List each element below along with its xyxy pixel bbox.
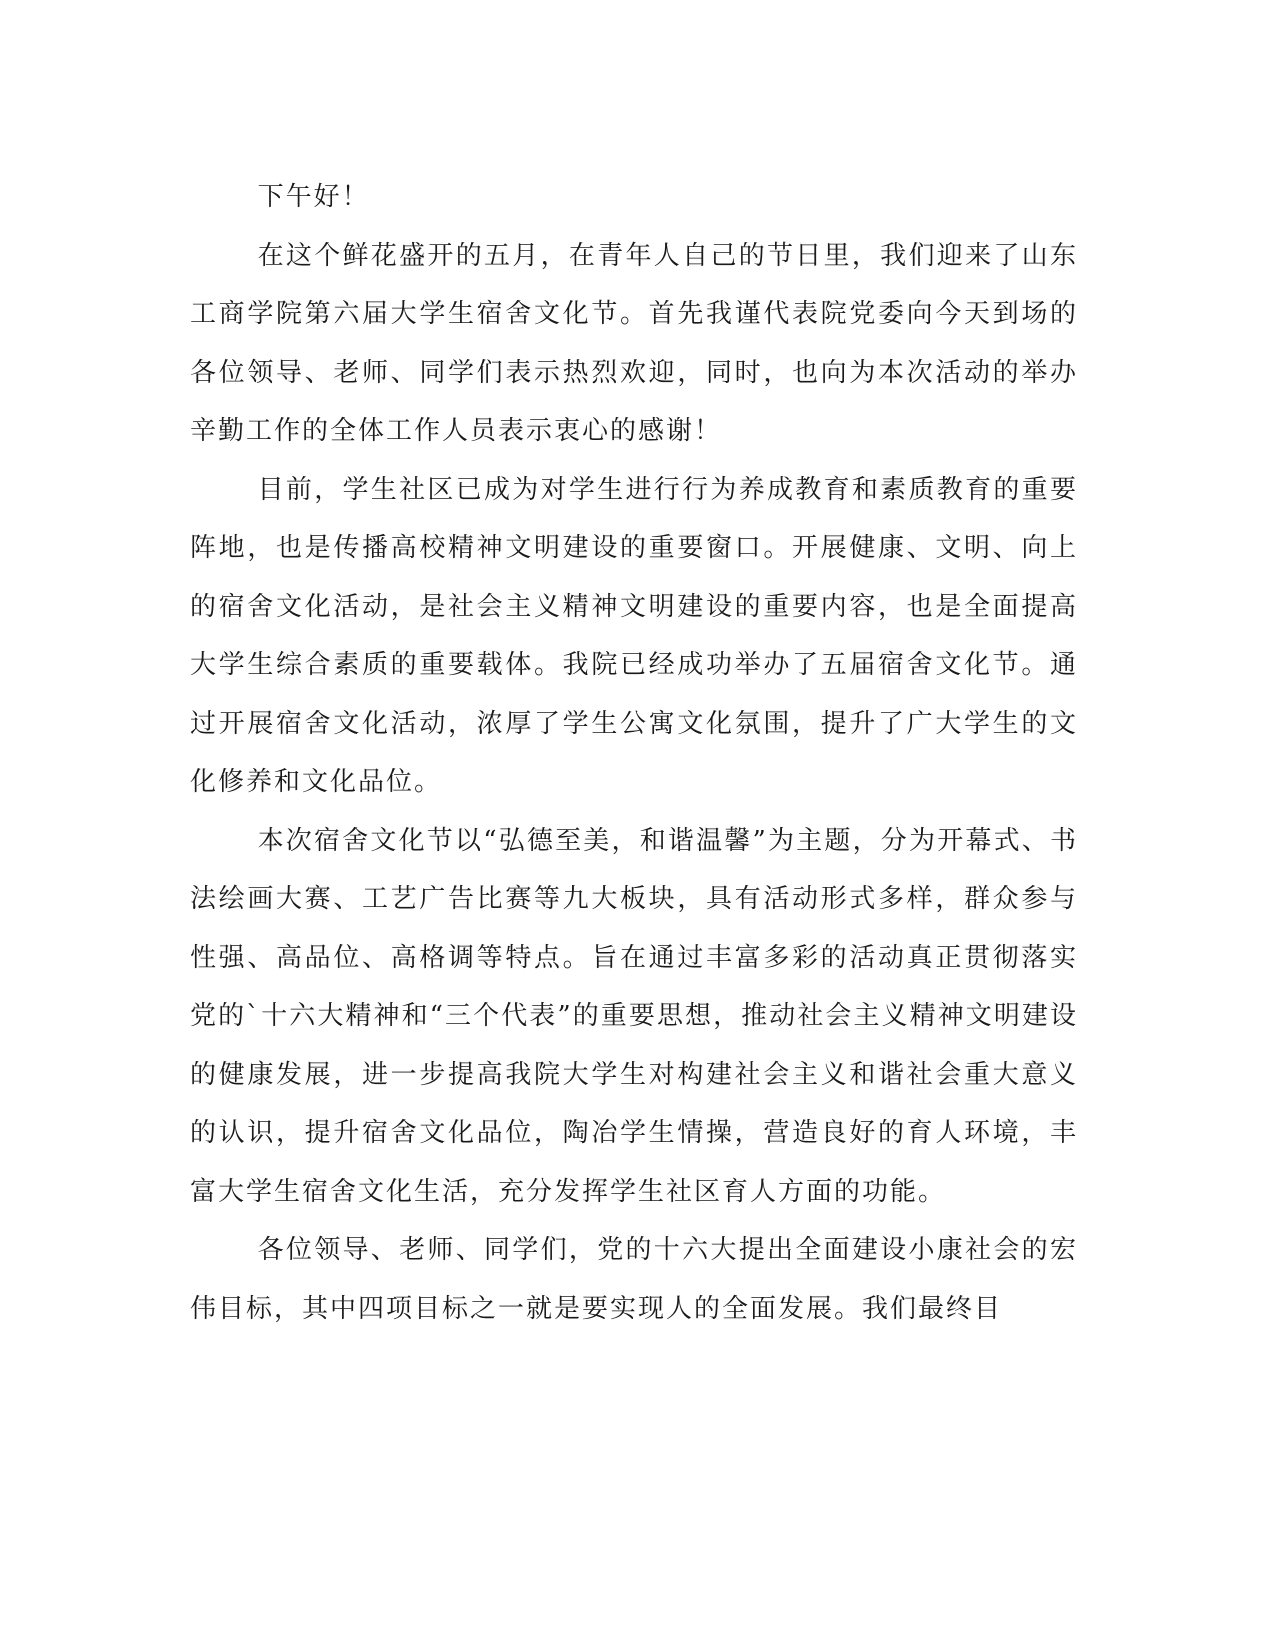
paragraph-welcome: 在这个鲜花盛开的五月，在青年人自己的节日里，我们迎来了山东工商学院第六届大学生宿舍文化节。首先我谨代表院党委向今天到场的各位领导、老师、同学们表示热烈欢迎，同时，也向为本次活动的举办辛勤工作的全体工作人员表示衷心的感谢！ <box>190 240 1078 446</box>
paragraph-community: 目前，学生社区已成为对学生进行行为养成教育和素质教育的重要阵地，也是传播高校精神文明建设的重要窗口。开展健康、文明、向上的宿舍文化活动，是社会主义精神文明建设的重要内容，也是全面提高大学生综合素质的重要载体。我院已经成功举办了五届宿舍文化节。通过开展宿舍文化活动，浓厚了学生公寓文化氛围，提升了广大学生的文化修养和文化品位。 <box>190 474 1078 797</box>
paragraph-goals: 各位领导、老师、同学们，党的十六大提出全面建设小康社会的宏伟目标，其中四项目标之一就是要实现人的全面发展。我们最终目 <box>190 1235 1078 1324</box>
paragraph-festival-theme: 本次宿舍文化节以“弘德至美，和谐温馨”为主题，分为开幕式、书法绘画大赛、工艺广告比赛等九大板块，具有活动形式多样，群众参与性强、高品位、高格调等特点。旨在通过丰富多彩的活动真正贯彻落实党的`十六大精神和“三个代表”的重要思想，推动社会主义精神文明建设的健康发展，进一步提高我院大学生对构建社会主义和谐社会重大意义的认识，提升宿舍文化品位，陶冶学生情操，营造良好的育人环境，丰富大学生宿舍文化生活，充分发挥学生社区育人方面的功能。 <box>190 825 1078 1207</box>
paragraph-greeting: 下午好！ <box>257 182 370 212</box>
document-body <box>190 168 1078 1338</box>
